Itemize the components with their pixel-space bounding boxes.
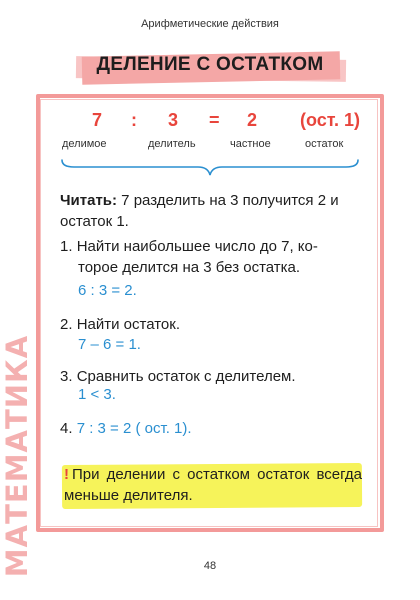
page-number: 48 (203, 560, 217, 572)
step-1 (60, 236, 375, 278)
curly-brace-icon (60, 158, 360, 178)
equation-labels (0, 138, 420, 154)
step-number: 2. (60, 316, 73, 333)
quotient-value: 2 (247, 110, 258, 130)
step-3 (60, 366, 375, 387)
remainder-label: остаток (305, 138, 344, 150)
remainder-value: (ост. 1) (300, 110, 361, 130)
step-text: Найти остаток. (76, 316, 180, 333)
step-2 (60, 314, 375, 335)
exclamation-icon: ! (64, 466, 69, 483)
step-text: Сравнить остаток с делителем. (76, 368, 296, 385)
rule-note (64, 464, 362, 506)
division-equation (0, 110, 420, 134)
reading-rule (60, 190, 375, 232)
dividend-value: 7 (92, 110, 103, 130)
equals-sign: = (209, 110, 220, 130)
section-header: Арифметические действия (141, 18, 279, 30)
step-2-formula: 7 – 6 = 1. (78, 336, 141, 353)
step-text: Найти наибольшее число до 7, ко- (76, 238, 318, 255)
read-label: Читать: (60, 192, 118, 209)
step-4-formula: 7 : 3 = 2 ( ост. 1). (76, 420, 192, 437)
step-number: 1. (60, 238, 73, 255)
step-1-formula: 6 : 3 = 2. (78, 282, 137, 299)
division-sign: : (131, 110, 137, 130)
quotient-label: частное (230, 138, 271, 150)
step-number: 4. (60, 420, 73, 437)
page-title: ДЕЛЕНИЕ С ОСТАТКОМ (96, 54, 324, 75)
divisor-value: 3 (168, 110, 179, 130)
note-text: При делении с остатком остаток всегда меньше делителя. (64, 466, 362, 504)
step-4 (60, 418, 375, 439)
divisor-label: делитель (148, 138, 196, 150)
read-text: 7 разделить на 3 получится 2 и остаток 1. (60, 192, 339, 230)
step-number: 3. (60, 368, 73, 385)
step-3-formula: 1 < 3. (78, 386, 116, 403)
subject-sidebar (0, 334, 34, 578)
dividend-label: делимое (62, 138, 107, 150)
subject-label: МАТЕМАТИКА (0, 334, 34, 578)
step-text-continued: торое делится на 3 без остатка. (78, 259, 301, 276)
